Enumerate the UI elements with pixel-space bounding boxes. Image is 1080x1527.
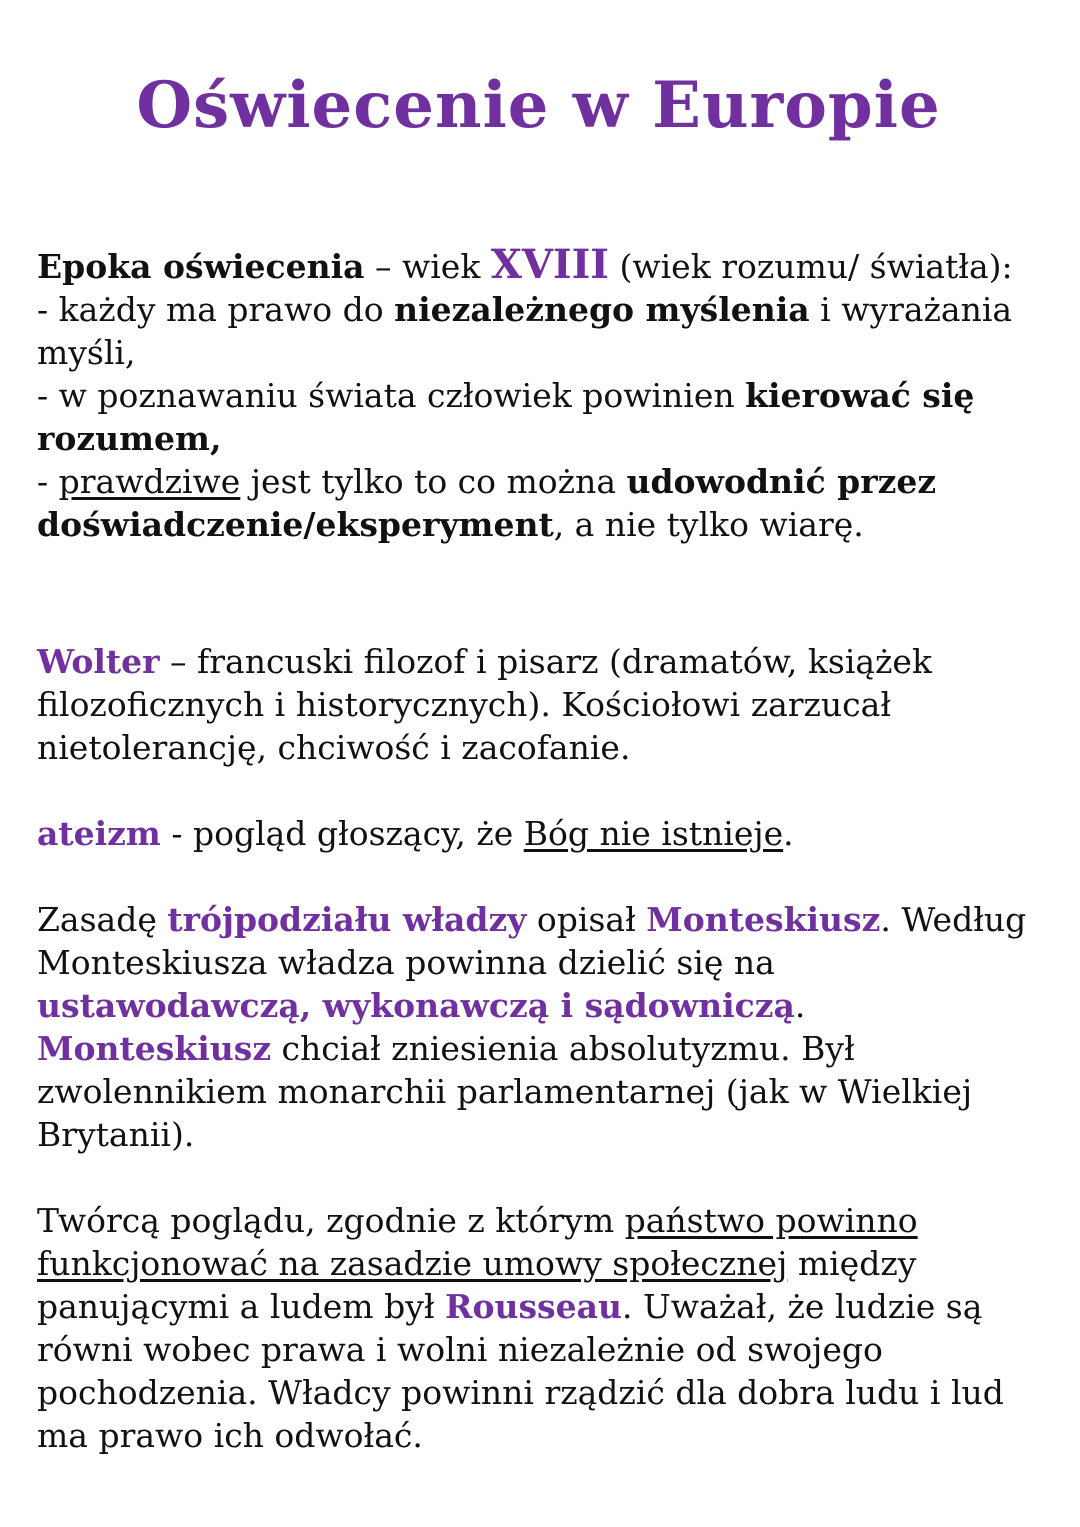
ateizm-paragraph xyxy=(37,812,1040,855)
bullet-3-post: , a nie tylko wiarę. xyxy=(553,505,864,544)
epoka-paragraph xyxy=(37,243,1040,546)
bullet-3-underline: prawdziwe xyxy=(58,462,241,501)
monteskiusz-mid: opisał xyxy=(526,900,647,939)
ateizm-post: . xyxy=(783,814,794,853)
epoka-intro-rest: (wiek rozumu/ światła): xyxy=(609,247,1013,286)
monteskiusz-dot2: . xyxy=(794,986,806,1025)
bullet-2-bold: kierować się rozumem, xyxy=(37,376,975,458)
epoka-term: Epoka oświecenia xyxy=(37,247,365,286)
ateizm-pre: - pogląd głoszący, że xyxy=(160,814,524,853)
monteskiusz-dot: . xyxy=(880,900,891,939)
monteskiusz-name: Monteskiusz xyxy=(646,900,881,939)
bullet-2-pre: - w poznawaniu świata człowiek powinien xyxy=(37,376,746,415)
bullet-1-post: i wyrażania myśli, xyxy=(37,290,1013,372)
century-label: XVIII xyxy=(490,241,610,288)
bullet-3-mid: jest tylko to co można xyxy=(240,462,627,501)
powers-list: ustawodawczą, wykonawczą i sądowniczą xyxy=(37,986,795,1025)
rousseau-mid: między panującymi a ludem był xyxy=(37,1244,917,1326)
bullet-3-bold: udowodnić przez doświadczenie/eksperyment xyxy=(37,462,937,544)
rousseau-name: Rousseau xyxy=(445,1287,623,1326)
ateizm-underline: Bóg nie istnieje xyxy=(523,814,784,853)
bullet-1-bold: niezależnego myślenia xyxy=(394,290,810,329)
monteskiusz-name-2: Monteskiusz xyxy=(37,1029,272,1068)
ateizm-term: ateizm xyxy=(37,814,161,853)
rousseau-paragraph xyxy=(37,1199,1040,1457)
page-title: Oświecenie w Europie xyxy=(136,68,941,143)
wolter-paragraph xyxy=(37,640,1040,769)
trojpodzial-term: trójpodziału władzy xyxy=(167,900,527,939)
rousseau-post: . Uważał, że ludzie są równi wobec prawa i wolni niezależnie od swojego pochodzenia. Władcy powinni rządzić dla dobra ludu i lud ma prawo ich odwołać. xyxy=(37,1287,1004,1455)
wolter-text: – francuski filozof i pisarz (dramatów, książek filozoficznych i historycznych). Kościołowi zarzucał nietolerancję, chciwość i zacofanie. xyxy=(37,642,932,767)
monteskiusz-post: chciał zniesienia absolutyzmu. Był zwolennikiem monarchii parlamentarnej (jak w Wielkiej Brytanii). xyxy=(37,1029,973,1154)
monteskiusz-line2: Według Monteskiusza władza powinna dzielić się na xyxy=(37,900,1027,982)
monteskiusz-paragraph xyxy=(37,898,1040,1156)
monteskiusz-pre: Zasadę xyxy=(37,900,168,939)
wolter-name: Wolter xyxy=(37,642,160,681)
epoka-sep: – wiek xyxy=(364,247,491,286)
bullet-1-pre: - każdy ma prawo do xyxy=(37,290,395,329)
rousseau-underline: państwo powinno funkcjonować na zasadzie umowy społecznej xyxy=(37,1201,918,1283)
rousseau-pre: Twórcą poglądu, zgodnie z którym xyxy=(37,1201,625,1240)
bullet-3-pre: - xyxy=(37,462,59,501)
